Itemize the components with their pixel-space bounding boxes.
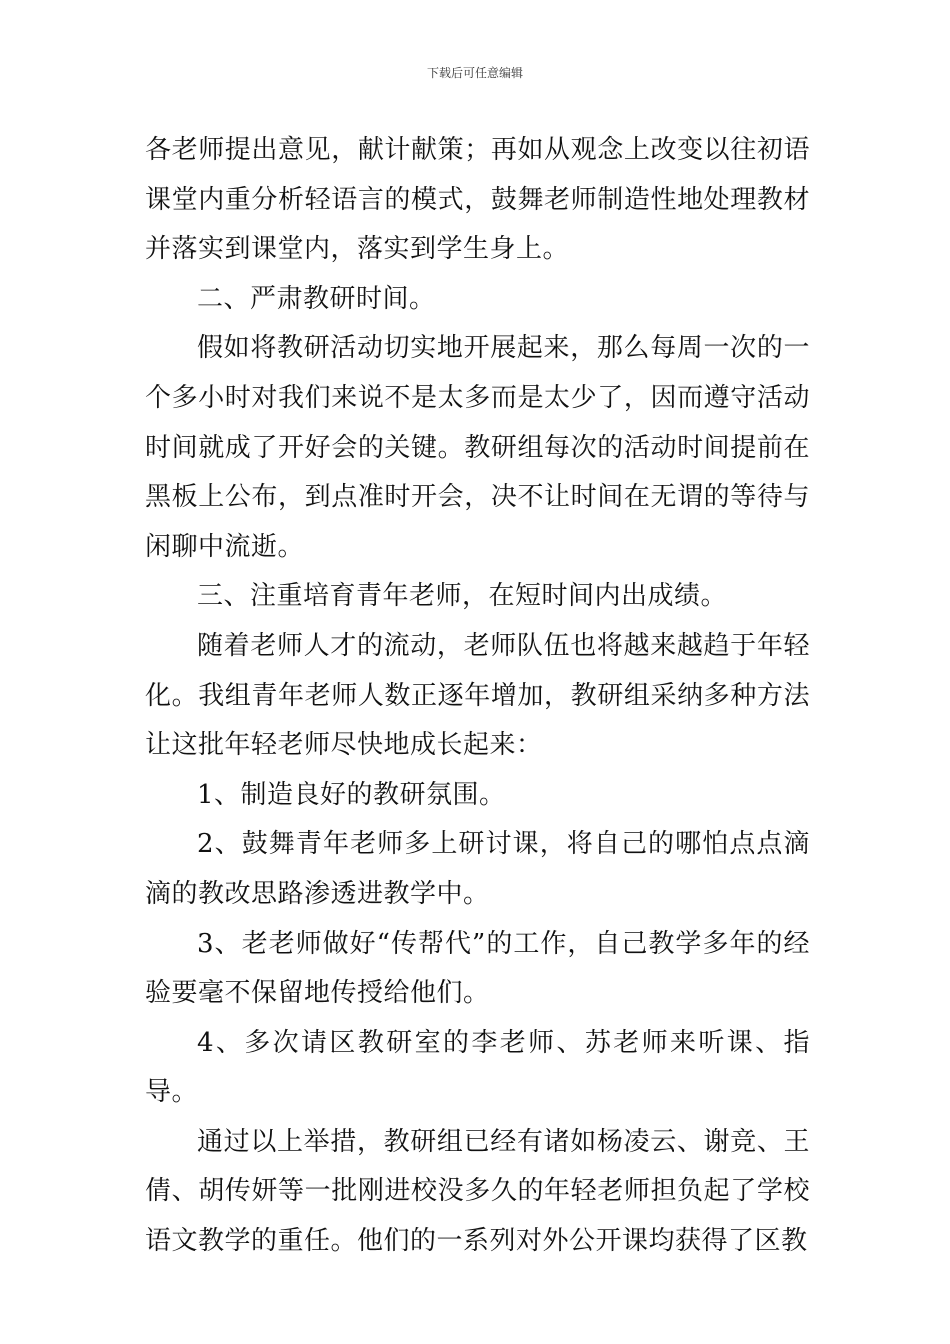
page-header-note: 下载后可任意编辑: [426, 66, 523, 80]
paragraph: 假如将教研活动切实地开展起来，那么每周一次的一个多小时对我们来说不是太多而是太少了，因而遵守活动时间就成了开好会的关键。教研组每次的活动时间提前在黑板上公布，到点准时开会，决不让时间在无谓的等待与闲聊中流逝。: [145, 333, 810, 562]
section-heading-3: 三、注重培育青年老师，在短时间内出成绩。: [197, 581, 728, 612]
list-item-1: 1、制造良好的教研氛围。: [197, 779, 506, 810]
section-heading-2: 二、严肃教研时间。: [197, 283, 436, 314]
paragraph: 随着老师人才的流动，老师队伍也将越来越趋于年轻化。我组青年老师人数正逐年增加，教研组采纳多种方法让这批年轻老师尽快地成长起来：: [145, 630, 810, 761]
document-body: [145, 126, 810, 1267]
list-item-3: 3、老老师做好“传帮代”的工作，自己教学多年的经验要毫不保留地传授给他们。: [145, 928, 810, 1009]
list-item-2: 2、鼓舞青年老师多上研讨课，将自己的哪怕点点滴滴的教改思路渗透进教学中。: [145, 829, 810, 909]
paragraph-continuation: 各老师提出意见，献计献策；再如从观念上改变以往初语课堂内重分析轻语言的模式，鼓舞老师制造性地处理教材并落实到课堂内，落实到学生身上。: [145, 135, 810, 265]
list-item-4: 4、多次请区教研室的李老师、苏老师来听课、指导。: [145, 1027, 810, 1108]
paragraph: 通过以上举措，教研组已经有诸如杨凌云、谢竞、王倩、胡传妍等一批刚进校没多久的年轻老师担负起了学校语文教学的重任。他们的一系列对外公开课均获得了区教: [145, 1126, 810, 1257]
